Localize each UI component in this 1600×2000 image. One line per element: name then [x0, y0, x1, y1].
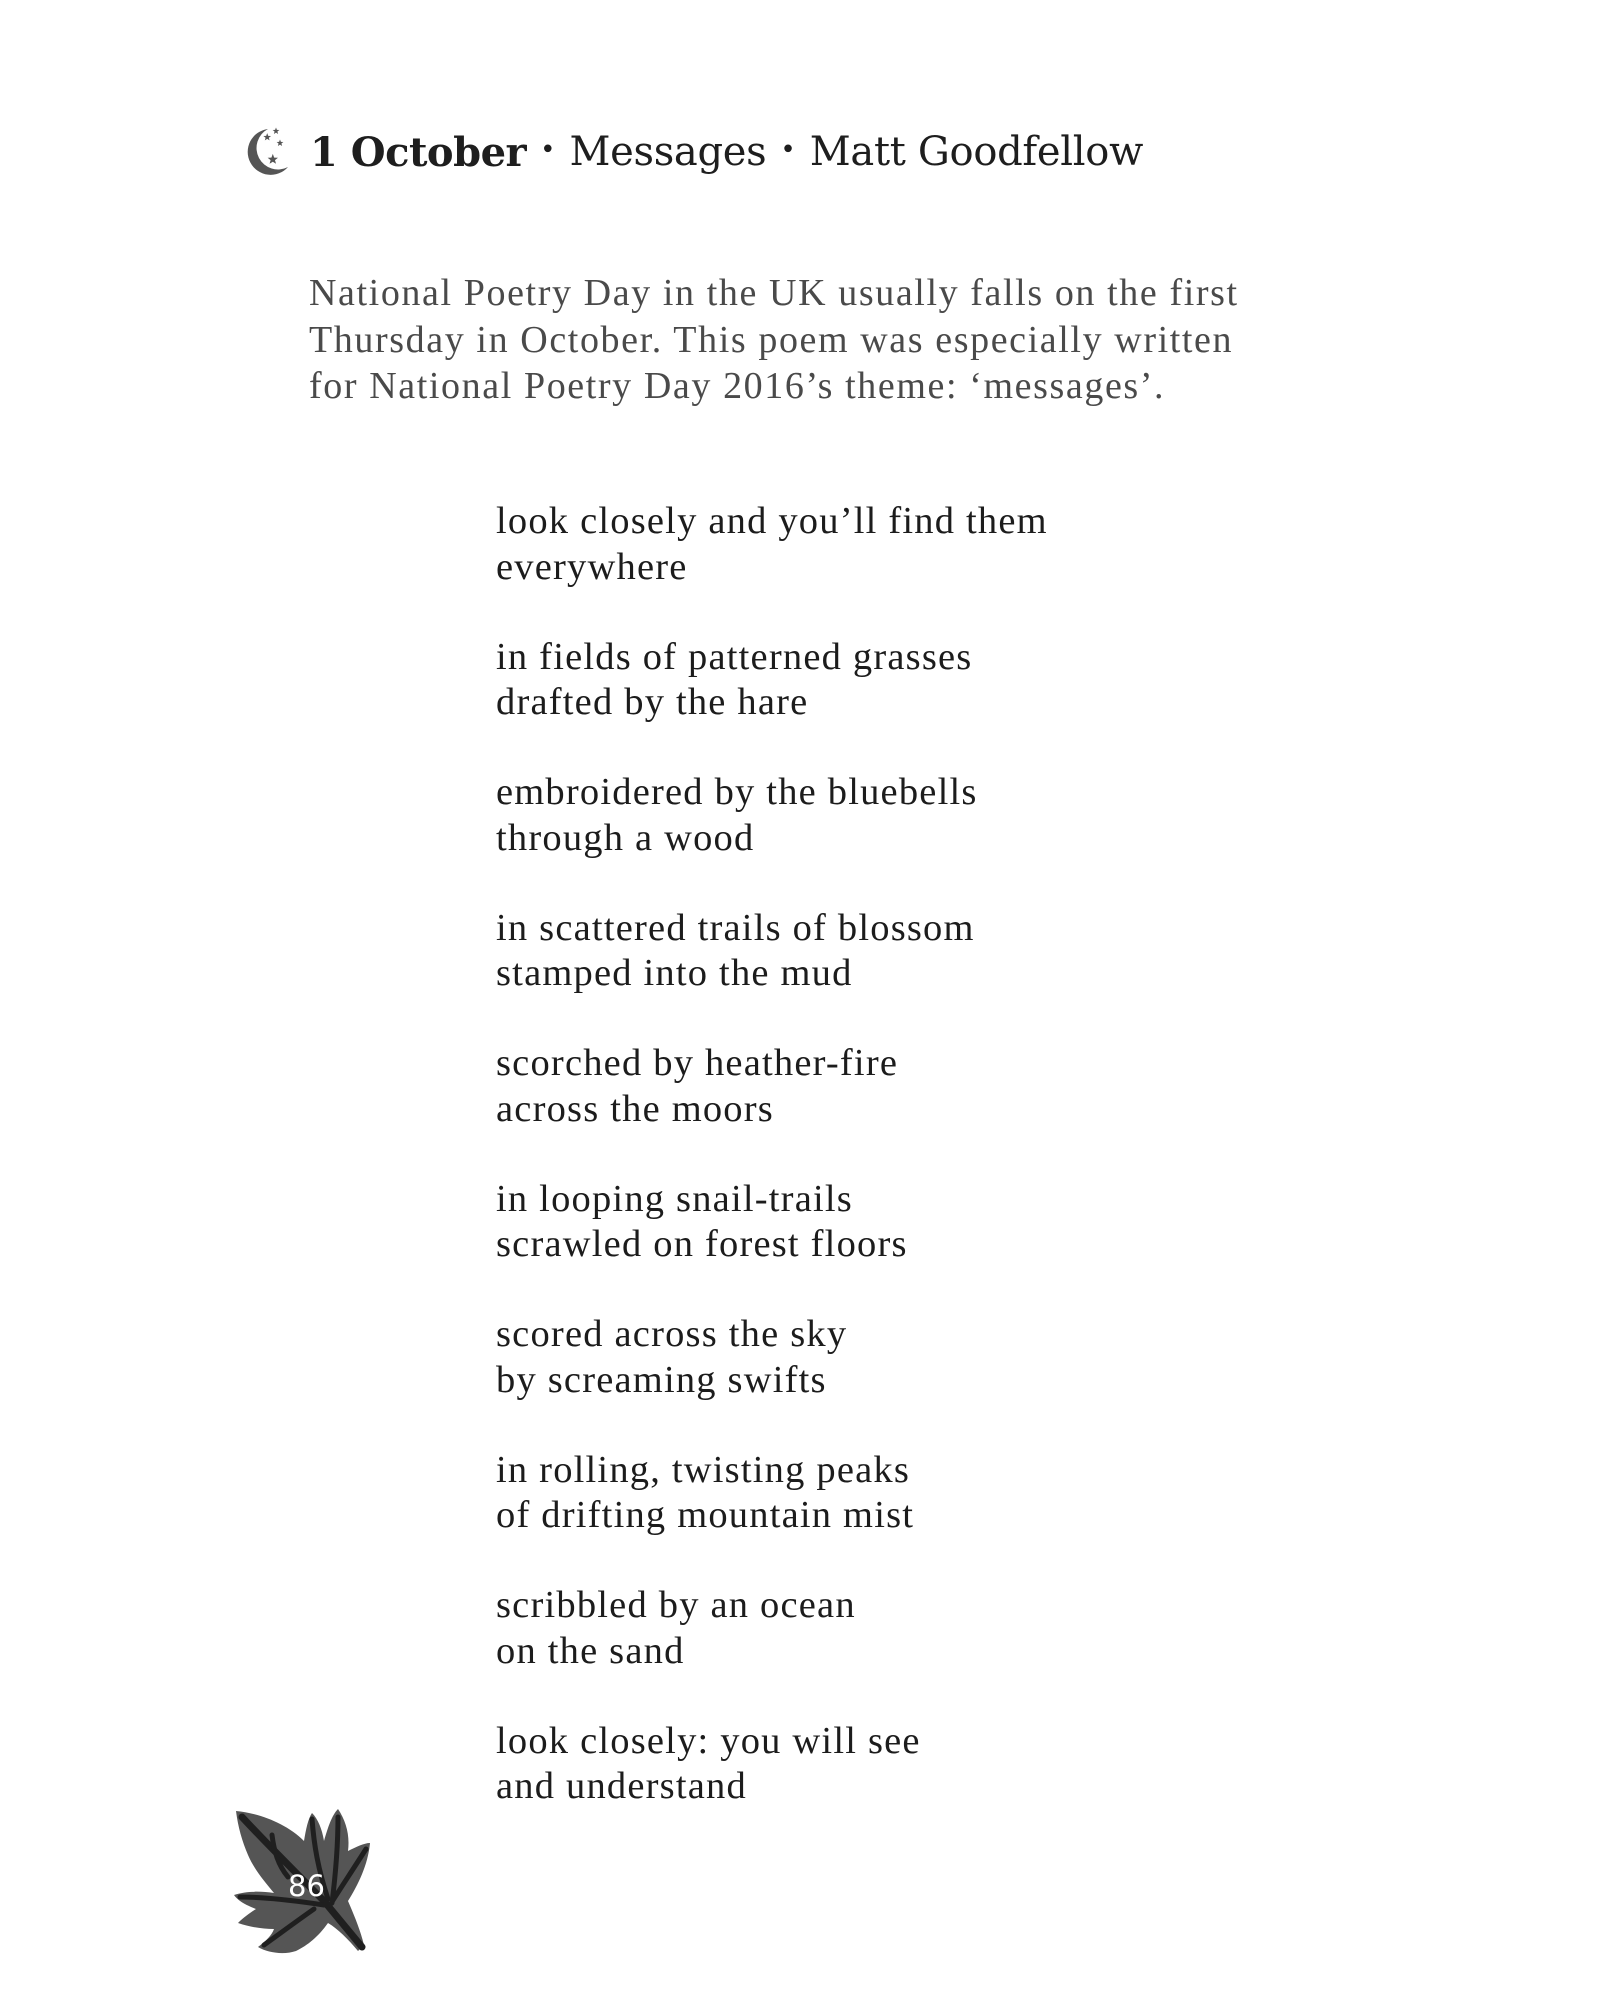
stanza: [496, 1448, 1048, 1584]
intro-line: for National Poetry Day 2016’s theme: ‘messages’.: [309, 365, 1166, 407]
stanza: [496, 1583, 1048, 1719]
poem-line: look closely: you will see: [496, 1719, 921, 1762]
intro-line: National Poetry Day in the UK usually falls on the first: [309, 272, 1239, 314]
poem-line: on the sand: [496, 1629, 685, 1672]
poem-line: in fields of patterned grasses: [496, 635, 973, 678]
poem-line: embroidered by the bluebells: [496, 771, 978, 813]
poem-line: drafted by the hare: [496, 681, 809, 723]
poem-line: across the moors: [496, 1087, 774, 1130]
poem-line: in rolling, twisting peaks: [496, 1448, 911, 1491]
poem-line: scrawled on forest floors: [496, 1223, 908, 1265]
poem-title: Messages: [569, 129, 767, 175]
intro-paragraph: [309, 270, 1239, 410]
poem-line: through a wood: [496, 816, 755, 859]
poem-line: in scattered trails of blossom: [496, 906, 975, 949]
poem-line: of drifting mountain mist: [496, 1494, 915, 1536]
poem-author: Matt Goodfellow: [809, 129, 1144, 175]
intro-line: Thursday in October. This poem was especially written: [309, 318, 1234, 361]
stanza: [496, 1719, 1048, 1855]
poem-line: scribbled by an ocean: [496, 1584, 856, 1626]
stanza: [496, 770, 1048, 906]
poem-line: scored across the sky: [496, 1313, 848, 1355]
page-header: [244, 122, 1143, 182]
poem-line: and understand: [496, 1765, 747, 1807]
poem-line: in looping snail-trails: [496, 1177, 853, 1220]
poem-line: stamped into the mud: [496, 952, 853, 994]
entry-date: 1 October: [310, 128, 527, 176]
poem-body: [496, 499, 1048, 1854]
moon-stars-icon: [244, 127, 292, 177]
separator-dot: •: [540, 135, 556, 165]
page-number: 86: [288, 1869, 325, 1903]
stanza: [496, 1041, 1048, 1177]
separator-dot: •: [780, 135, 796, 165]
stanza: [496, 499, 1048, 635]
poem-line: look closely and you’ll find them: [496, 500, 1048, 542]
stanza: [496, 906, 1048, 1042]
page-number-badge: [228, 1805, 378, 1960]
stanza: [496, 1312, 1048, 1448]
stanza: [496, 635, 1048, 771]
poem-line: everywhere: [496, 545, 688, 588]
poem-line: scorched by heather-fire: [496, 1042, 899, 1084]
stanza: [496, 1177, 1048, 1313]
poem-line: by screaming swifts: [496, 1358, 827, 1401]
